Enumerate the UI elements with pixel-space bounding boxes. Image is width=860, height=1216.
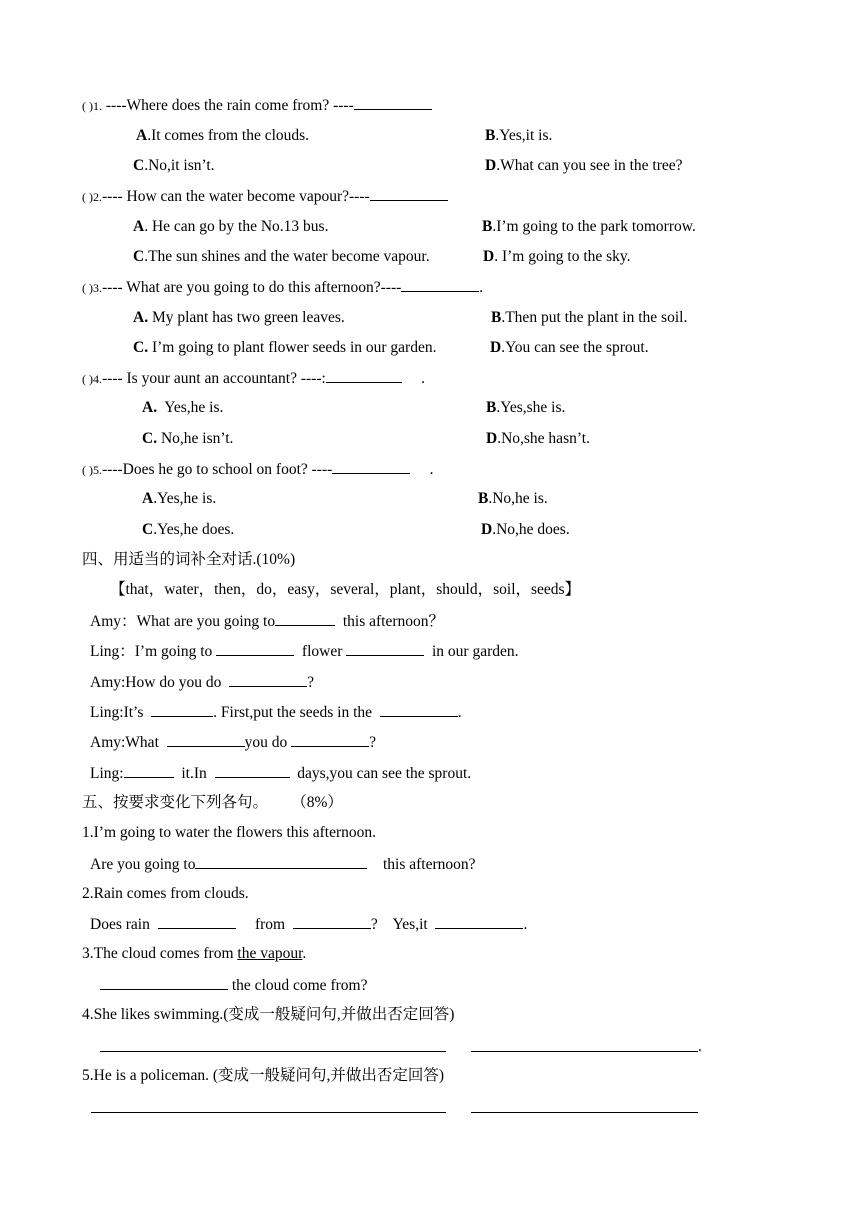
question-2 [82,186,448,207]
question-text: ---- What are you going to do this afternoon?---- [102,279,402,296]
fill-blank[interactable] [100,975,228,990]
option-a: A.It comes from the clouds. [136,127,310,144]
option-b: B.No,he is. [478,490,548,507]
question-4: ( )4.---- Is your aunt an accountant? ----: . [82,370,426,387]
answer-blank[interactable] [401,277,479,292]
question-text: ---- Is your aunt an accountant? ----: [102,370,326,387]
question-number: 3. [93,281,102,295]
fill-blank[interactable] [215,763,290,778]
question-5: ( )5.----Does he go to school on foot? ---- . [82,461,434,478]
question-text: ---- How can the water become vapour?---- [102,188,370,205]
fill-blank[interactable] [151,702,213,717]
option-c: C.The sun shines and the water become vapour. [133,248,430,265]
question-number: 2. [93,190,102,204]
sentence-1-task: Are you going to this afternoon? [90,856,476,873]
dialog-line-1: Amy：What are you going to this afternoon？ [90,613,445,630]
option-a: A. My plant has two green leaves. [133,309,345,326]
option-a: A. He can go by the No.13 bus. [133,218,329,235]
underlined-phrase: the vapour [237,945,303,962]
dialog-line-4: Ling:It’s . First,put the seeds in the . [90,704,462,721]
answer-line[interactable] [100,1051,446,1052]
answer-paren: ( ) [82,372,93,386]
word-bank: 【that，water，then，do，easy，several，plant，should，soil，seeds】 [110,581,581,598]
sentence-3: 3.The cloud comes from the vapour. [82,945,307,962]
fill-blank[interactable] [216,641,294,656]
question-3: ( )3.---- What are you going to do this afternoon?---- . [82,279,484,296]
question-number: 4. [93,372,102,386]
sentence-4: 4.She likes swimming.(变成一般疑问句,并做出否定回答) [82,1006,455,1023]
answer-line[interactable] [471,1051,698,1052]
sentence-5: 5.He is a policeman. (变成一般疑问句,并做出否定回答) [82,1067,445,1084]
option-a: A. Yes,he is. [142,399,224,416]
answer-blank[interactable] [370,186,448,201]
sentence-3-task: the cloud come from? [100,975,367,996]
section-4-title: 四、用适当的词补全对话.(10%) [82,551,296,568]
answer-paren: ( ) [82,99,93,113]
option-d: D. I’m going to the sky. [483,248,631,265]
question-number: 5. [93,463,102,477]
sentence-4-end: . [698,1038,702,1055]
dialog-line-6: Ling: it.In days,you can see the sprout. [90,765,472,782]
dialog-line-5: Amy:What you do ? [90,734,377,751]
question-number: 1. [93,99,102,113]
answer-paren: ( ) [82,463,93,477]
fill-blank[interactable] [275,611,335,626]
option-c: C.No,it isn’t. [133,157,215,174]
option-b: B.I’m going to the park tomorrow. [482,218,696,235]
option-a: A.Yes,he is. [142,490,217,507]
option-c: C.Yes,he does. [142,521,235,538]
option-b: B.Yes,she is. [486,399,566,416]
question-text: ----Where does the rain come from? ---- [102,97,354,114]
option-d: D.You can see the sprout. [490,339,649,356]
option-d: D.What can you see in the tree? [485,157,683,174]
fill-blank[interactable] [167,732,245,747]
answer-paren: ( ) [82,190,93,204]
dialog-line-3: Amy:How do you do ? [90,674,314,691]
answer-blank[interactable] [326,368,402,383]
option-d: D.No,he does. [481,521,570,538]
option-c: C. I’m going to plant flower seeds in our garden. [133,339,437,356]
fill-blank[interactable] [158,914,236,929]
sentence-2-task: Does rain from ? Yes,it . [90,916,528,933]
fill-blank[interactable] [195,854,367,869]
answer-blank[interactable] [332,459,410,474]
question-text: ----Does he go to school on foot? ---- [102,461,333,478]
fill-blank[interactable] [346,641,424,656]
option-b: B.Then put the plant in the soil. [491,309,688,326]
section-5-title: 五、按要求变化下列各句。 （8%） [82,794,343,811]
fill-blank[interactable] [124,763,174,778]
dialog-line-2: Ling：I’m going to flower in our garden. [90,643,519,660]
sentence-2: 2.Rain comes from clouds. [82,885,249,902]
answer-blank[interactable] [354,95,432,110]
fill-blank[interactable] [229,672,307,687]
answer-paren: ( ) [82,281,93,295]
option-d: D.No,she hasn’t. [486,430,590,447]
answer-line[interactable] [91,1112,446,1113]
question-1 [82,95,432,116]
answer-line[interactable] [471,1112,698,1113]
fill-blank[interactable] [293,914,371,929]
option-c: C. No,he isn’t. [142,430,234,447]
fill-blank[interactable] [435,914,523,929]
option-b: B.Yes,it is. [485,127,553,144]
fill-blank[interactable] [380,702,458,717]
fill-blank[interactable] [291,732,369,747]
sentence-1: 1.I’m going to water the flowers this afternoon. [82,824,376,841]
